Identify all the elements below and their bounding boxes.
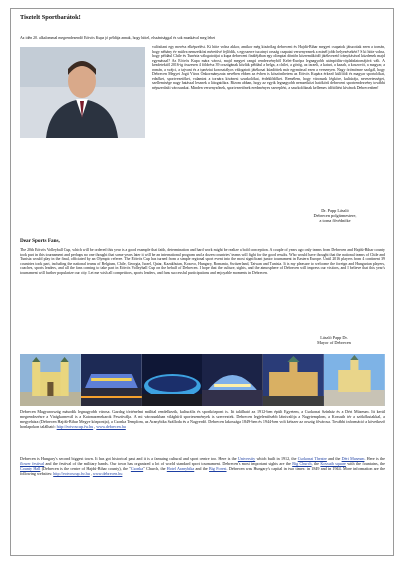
flower-festival-link[interactable]: flower festival <box>20 461 45 467</box>
text-segment: and the <box>194 466 210 472</box>
big-church-link[interactable]: Big Church <box>292 461 312 467</box>
text-segment: Debrecen is Hungary's second biggest town. It has got historical past and it is a famuing cultural and sport centre too. Here is the <box>20 456 238 461</box>
english-greeting-title: Dear Sports Fans, <box>20 238 60 244</box>
debrecen-link[interactable]: www.debrecen.hu <box>96 424 126 430</box>
text-segment: and the festival of the military bands. Our town has organized a lot of world standard sport tournament. Debrecen's most important sights are the <box>44 461 293 467</box>
link-separator: , <box>93 424 97 430</box>
signature-role: a torna fővédnöke <box>319 218 351 224</box>
great-church-photo <box>20 354 81 406</box>
english-letter-body: The 20th Eötvös Volleyball Cup, which will be ordered this year is a good example that faith, determination and hard work might be realize a bold conception. A couple of years ago only teams from Debrecen and Hajdú-Bihar county took part in this tournament and perhaps no one thought that some years later it will be an international program and a dozen countries' teams will fight for the good results. Who would have thought that the national teams of Chile and Tunisia would play in the final, officiated by an Olympic referee. The Eötvös Cup has turned from a simple regional sport event into the most significant junior tournament in Eastern Europe. Until 2016 players from 4 continent 39 countries took part, including the national teams of Belgium, Chile, Georgia, Israel, Qatar, Kazakhstan, Kosovo, Hungary, Romania, Switzerland, Taiwan and Tunisia. It is my pleasure to welcome the foreign and Hungarian players, coaches, sports leaders, and all the fans coming to take part in Eötvös Volleyball Cup on the behalf of Debrecen. I hope that the culture, sights, and the atmosphere of Debrecen will impress our visitors, and I believe that this year's tournament will further popularize our city. Let me wish all competitors, sports leaders, and fans successful participations and enjoyable moments in Debrecen. <box>20 248 385 275</box>
church-square-photo <box>324 354 385 406</box>
text-segment: (Debrecen is the centre of Hajdú-Bihar county), the " <box>40 466 131 472</box>
big-forest-link[interactable]: Big Forest <box>209 466 227 472</box>
city-photo-strip <box>20 354 385 406</box>
eotvoscup-link[interactable]: http://eotvoscup.fw.hu <box>56 424 94 430</box>
text-segment: with the fountains, the <box>345 461 385 467</box>
hungarian-greeting-title: Tisztelt Sportbarátok! <box>20 14 81 21</box>
eotvoscup-link[interactable]: http://eotvoscup.fw.hu <box>53 471 90 477</box>
link-separator: , <box>89 471 93 477</box>
mayor-portrait <box>20 47 145 138</box>
text-segment: . Here is the <box>364 456 386 461</box>
signature-title: Mayor of Debrecen <box>317 340 351 346</box>
kossuth-square-link[interactable]: Kossuth square <box>320 461 346 467</box>
english-signature <box>288 335 380 345</box>
english-city-info <box>20 456 385 476</box>
text-segment: . Debrecen was Hungary's capital in two times: in 1849 and in 1944. More information are the following websites: <box>20 466 386 477</box>
deri-museum-link[interactable]: Déri Museum <box>341 456 365 461</box>
text-segment: , the <box>311 461 321 467</box>
forum-mall-photo <box>81 354 142 406</box>
signature-title: Debrecen polgármestere, <box>313 213 357 219</box>
arena-photo <box>202 354 263 406</box>
city-info-text: Debrecen Magyarország második legnagyobb városa. Gazdag történelmi múlttal rendelkezik, kulturális és sportközpont is. Itt található az 1912-ben épült Egyetem, a Csokonai Színház és a Déri Múzeum. Itt kerül megrendezésre a Virágkarnevál is a Katonazenekarok Fesztiválja. A mi városunkban világhírű sportesemények is szerveztek. Debrecen legjelentősebb látnivalója a Nagytemplom, a Kossuth tér a szökőkutakkal, a megyeháza (Debrecen Hajdú-Bihar Megye központja), a Csonka Templom, az Aranybika Szálloda és a Nagyerdő. Debrecen lakossága 1849-ben és 1944-ben volt kétszer az ország fővárosa. További információ a következő honlapokon található: <box>20 409 385 430</box>
theatre-photo <box>263 354 324 406</box>
text-segment: " Church, the <box>143 466 167 472</box>
county-hall-link[interactable]: County Hall <box>20 466 41 472</box>
signature-name: László Papp Dr. <box>320 335 348 340</box>
hungarian-letter-body: valósítani egy merész elképzelést. Ki hitte volna akkor, amikor még kizárólag debreceni és Hajdú-Bihar megyei csapatok játszottak ezen a tornán, hogy néhány év múlva nemzetközi méretűvé fejlődik, s egyszerre tucatnyi ország csapatai versenyeznek a minél jobb helyezésekért? S ki hitte volna, hogy például Chile és Tunézia válogatottjai a kupa debreceni fináléjában egy olimpiai döntőn közreműködő játékvezető irányításával küzdenek majd egymással? Az Eötvös Kupa mára városi, majd megyei rangú rendezvényből Kelet-Európa legnagyobb utánpótlás-röplabdatornájává vált. A kezdetektől 2016-ig összesen 4 földrész 39 országának közlük például a belga, a chilei, a görög, az izraeli, a katari, a kazah, a koszovói, a magyar, a román, a svájci, a tajvani és a tunéziai korosztályos válogatott játékosai küzdöttek már egymással ezen a versenyen. Nagy örömömre szolgál, hogy Debrecen Megyei Jogú Város Önkormányzata nevében ebben az évben is köszönthetem az Eötvös Kupára érkező külföldi és magyar sportolókat, edzőket, sportvezetőket, valamint a tornára kivánesi szurkolókat, érdeklődőket. Remélem, hogy városunk légköre, kultúrája, nevezetességei, szellemisége nagy hatással lesznek a látogatókra. Bízom abban, hogy az egyik legnagyobb nemzetközi hatókörű debreceni sportrendezvény további népszerűsíti városunkat. Minden versenyzőnek, sportvezetőnek eredményes szereplést, a szurkolóknak kellemes időtöltést kívánok Debrecenben! <box>152 45 385 90</box>
text-segment: and the <box>326 456 342 461</box>
csokonai-theatre-link[interactable]: Csokonai Theatre <box>297 456 327 461</box>
stadium-photo <box>142 354 203 406</box>
signature-name: Dr. Papp László <box>321 208 349 213</box>
csonka-church-link[interactable]: Csonka <box>130 466 144 472</box>
hungarian-signature <box>290 208 380 223</box>
hungarian-intro: Az idén 20. alkalommal megrendezendő Eötvös Kupa jó példája annak, hogy hittel, elszántsággal és sok munkával meg lehet <box>20 36 216 40</box>
hungarian-city-info <box>20 409 385 429</box>
text-segment: which built in 1912, the <box>255 456 298 461</box>
debrecen-link[interactable]: www.debrecen.hu <box>92 471 123 477</box>
hotel-aranybika-link[interactable]: Hotel Aranybika <box>166 466 195 472</box>
university-link[interactable]: University <box>237 456 256 461</box>
